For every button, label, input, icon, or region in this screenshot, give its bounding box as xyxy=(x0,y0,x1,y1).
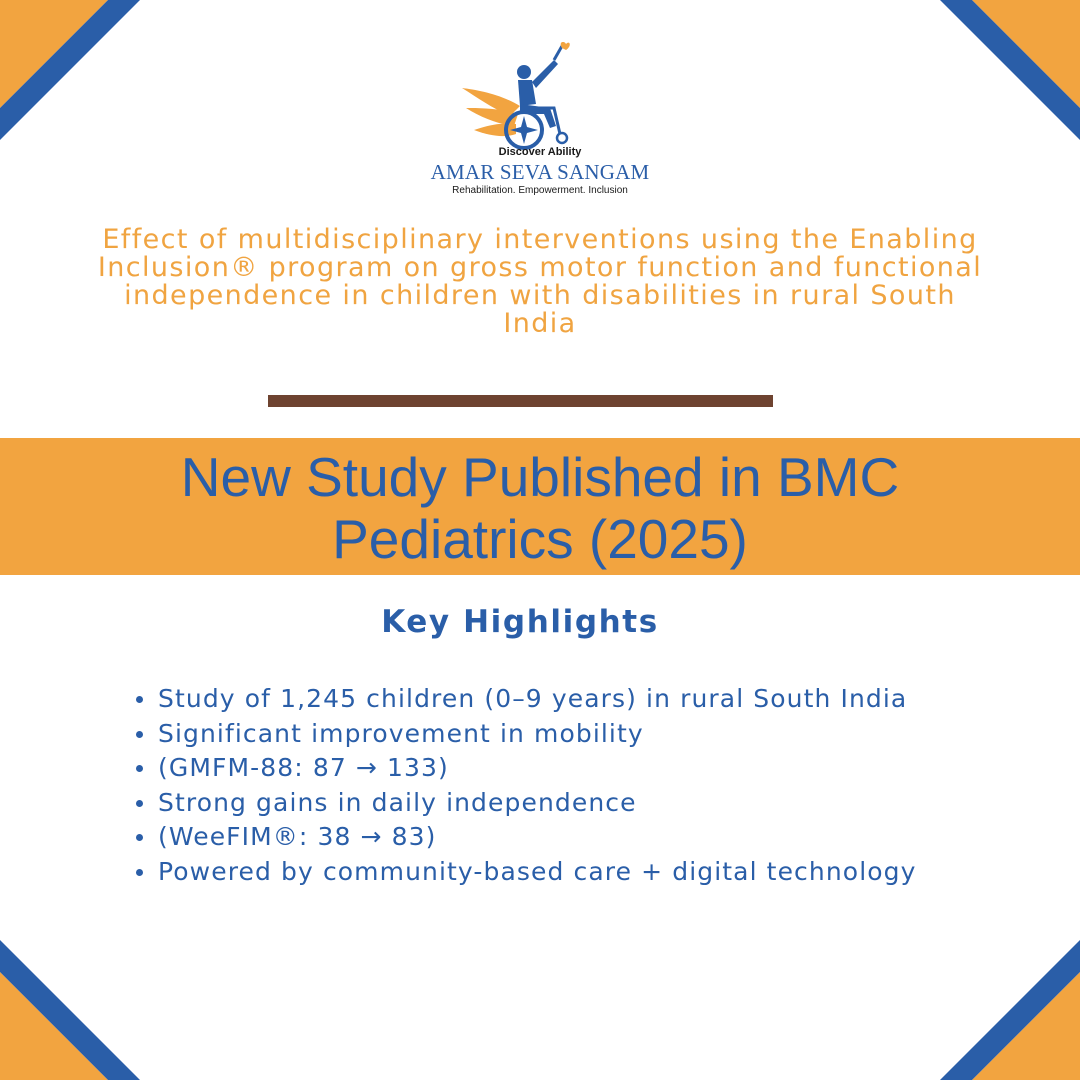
wheelchair-athlete-with-wings-icon xyxy=(458,42,618,154)
key-highlights-heading: Key Highlights xyxy=(381,604,659,640)
logo-tagline: Discover Ability xyxy=(498,146,582,158)
list-item: Strong gains in daily independence xyxy=(158,786,948,821)
organization-logo xyxy=(0,0,1080,210)
list-item: Significant improvement in mobility xyxy=(158,717,948,752)
list-item: (GMFM-88: 87 → 133) xyxy=(158,751,948,786)
logo-organization-name: AMAR SEVA SANGAM xyxy=(430,160,650,184)
announcement-banner xyxy=(0,438,1080,575)
highlights-list xyxy=(158,682,948,890)
corner-bottom-right xyxy=(940,940,1080,1080)
logo-motto: Rehabilitation. Empowerment. Inclusion xyxy=(452,185,628,196)
banner-headline xyxy=(0,438,1080,570)
banner-line-2: Pediatrics (2025) xyxy=(332,508,748,570)
paper-title: Effect of multidisciplinary interventions using the Enabling Inclusion® program on gross motor function and functional independence in children with disabilities in rural South India xyxy=(97,224,983,339)
list-item: Study of 1,245 children (0–9 years) in rural South India xyxy=(158,682,948,717)
divider-bar xyxy=(268,395,773,407)
corner-bottom-left xyxy=(0,940,140,1080)
list-item: Powered by community-based care + digital technology xyxy=(158,855,948,890)
list-item: (WeeFIM®: 38 → 83) xyxy=(158,820,948,855)
banner-line-1: New Study Published in BMC xyxy=(180,446,900,508)
